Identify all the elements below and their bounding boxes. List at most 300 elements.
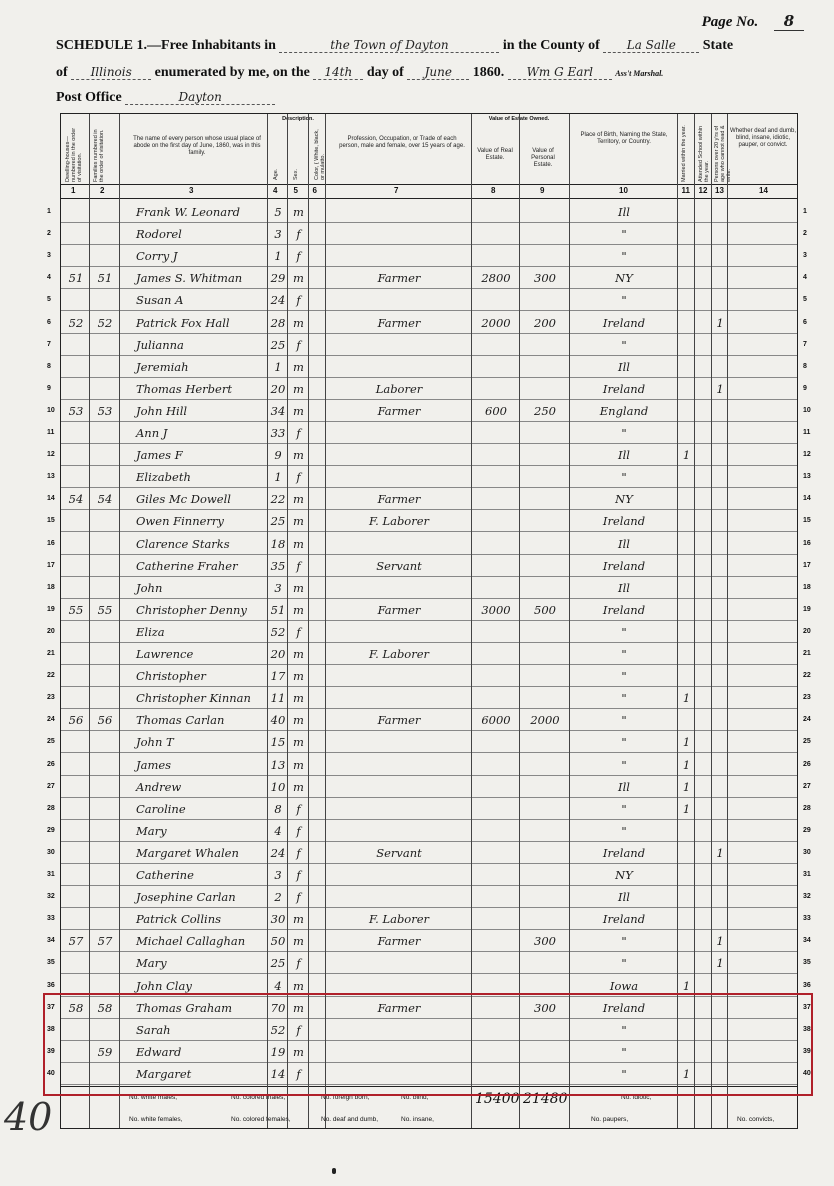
line-number-left: 1 (47, 208, 51, 215)
cell-m13: 1 (716, 845, 724, 860)
column-rule (694, 114, 695, 1128)
table-row (47, 312, 807, 334)
line-number-right: 40 (803, 1069, 811, 1077)
table-row (47, 533, 811, 555)
cell-name: Andrew (136, 779, 182, 794)
page-number-label: Page No. (701, 14, 759, 30)
cell-m11: 1 (682, 735, 691, 750)
cell-pe: 200 (534, 315, 556, 330)
cell-name: James S. Whitman (136, 271, 243, 286)
cell-age: 2 (274, 890, 282, 905)
cell-sex: m (293, 934, 304, 949)
header-dwelling: Dwelling-houses—numbered in the order of visitation. (65, 127, 83, 182)
post-office-field: Dayton (125, 90, 275, 105)
cell-name: John Clay (136, 978, 192, 993)
line-number-right: 2 (803, 230, 807, 238)
cell-occ: Servant (376, 558, 422, 573)
cell-sex: m (293, 978, 304, 993)
cell-m11: 1 (682, 801, 691, 816)
line-number-left: 4 (47, 274, 51, 282)
column-number: 12 (698, 186, 708, 195)
line-number-right: 9 (803, 384, 807, 392)
cell-birth: Ireland (602, 381, 646, 396)
column-rule (325, 114, 326, 1128)
cell-birth: " (621, 1022, 627, 1037)
table-row (47, 599, 811, 621)
cell-name: John (136, 580, 163, 595)
cell-name: Elizabeth (136, 470, 191, 485)
cell-name: James F (136, 448, 183, 463)
line-number-right: 3 (803, 252, 807, 260)
line-number-right: 12 (803, 451, 811, 459)
footer-colored-females: No. colored females, (231, 1116, 291, 1123)
cell-name: Ann J (136, 426, 168, 440)
cell-birth: England (599, 403, 649, 418)
header-occupation: Profession, Occupation, or Trade of each person, male and female, over 15 years of age. (339, 136, 465, 149)
table-row (47, 864, 811, 886)
table-row (47, 665, 811, 687)
town-field: the Town of Dayton (279, 38, 499, 53)
header-family: Families numbered in the order of visitation. (93, 129, 105, 182)
cell-sex: f (296, 337, 301, 352)
cell-birth: Ireland (602, 1000, 646, 1015)
footer-blind: No. blind, (401, 1094, 429, 1101)
cell-birth: NY (615, 492, 633, 507)
cell-birth: Ireland (602, 602, 646, 617)
line-number-left: 6 (47, 318, 51, 326)
cell-pe: 500 (534, 602, 556, 617)
cell-birth: " (621, 1066, 627, 1081)
line-number-right: 26 (803, 760, 811, 768)
line-number-left: 14 (47, 495, 55, 503)
cell-age: 34 (270, 403, 286, 418)
cell-birth: " (621, 757, 627, 772)
cell-birth: " (621, 735, 627, 750)
column-number-row (61, 185, 797, 199)
table-row (47, 643, 811, 665)
table-row (47, 776, 811, 798)
cell-d: 56 (68, 713, 84, 728)
cell-f: 52 (97, 315, 113, 330)
enumeration-line (56, 65, 804, 81)
census-table (47, 113, 811, 1129)
cell-birth: " (621, 801, 627, 816)
cell-sex: f (296, 1066, 301, 1081)
cell-name: Mary (136, 823, 167, 838)
line-number-right: 13 (803, 473, 811, 481)
cell-re: 3000 (481, 602, 511, 617)
cell-occ: Farmer (377, 271, 421, 286)
cell-f: 58 (97, 1000, 113, 1015)
cell-name: Christopher Denny (136, 602, 247, 617)
column-rule (727, 114, 728, 1128)
cell-name: Rodorel (136, 227, 182, 242)
cell-occ: Farmer (377, 492, 421, 507)
line-number-right: 27 (803, 782, 811, 790)
cell-sex: f (296, 845, 301, 860)
cell-sex: f (296, 890, 301, 905)
cell-age: 1 (274, 470, 282, 485)
cell-sex: m (293, 359, 304, 374)
line-number-right: 7 (803, 340, 807, 348)
cell-name: Margaret (136, 1066, 192, 1081)
cell-birth: Ireland (602, 558, 646, 573)
cell-age: 20 (270, 647, 286, 661)
footer-convicts: No. convicts, (737, 1116, 775, 1123)
cell-sex: m (293, 315, 304, 330)
footer-white-males: No. white males, (129, 1094, 178, 1101)
line-number-right: 18 (803, 583, 811, 591)
cell-age: 29 (270, 271, 286, 286)
cell-age: 50 (270, 934, 286, 949)
table-row (47, 223, 807, 245)
cell-age: 25 (270, 337, 286, 352)
line-number-right: 14 (803, 495, 811, 503)
cell-re: 600 (485, 403, 507, 418)
cell-name: Jeremiah (136, 359, 189, 374)
cell-age: 25 (270, 956, 286, 971)
cell-birth: Ill (618, 205, 630, 219)
cell-name: Patrick Fox Hall (136, 315, 230, 330)
header-name: The name of every person whose usual place of abode on the first day of June, 1860, was in this family. (133, 136, 261, 156)
cell-name: Christopher Kinnan (136, 691, 251, 706)
table-row (47, 289, 807, 311)
cell-age: 3 (274, 227, 282, 242)
cell-birth: Ireland (602, 315, 646, 330)
cell-name: Corry J (136, 249, 178, 264)
cell-birth: NY (615, 271, 633, 286)
cell-m11: 1 (682, 691, 691, 706)
cell-f: 53 (97, 403, 113, 418)
header-illiterate: Persons over 20 y'rs of age who cannot read & write. (714, 125, 732, 182)
line-number-left: 24 (47, 716, 55, 724)
column-number: 1 (71, 186, 76, 195)
footer-foreign-born: No. foreign born, (321, 1094, 370, 1101)
column-number: 3 (189, 186, 194, 195)
column-rule (308, 114, 309, 1128)
cell-d: 55 (68, 602, 84, 617)
line-number-left: 15 (47, 517, 55, 525)
table-row (47, 709, 811, 731)
cell-sex: m (293, 691, 304, 706)
column-number: 8 (491, 186, 496, 195)
cell-birth: " (621, 934, 627, 949)
cell-occ: Farmer (377, 713, 421, 728)
cell-age: 4 (274, 823, 282, 838)
cell-birth: " (621, 823, 627, 838)
cell-age: 20 (270, 381, 286, 396)
cell-sex: f (296, 558, 301, 573)
line-number-left: 9 (47, 384, 51, 392)
cell-name: Susan A (136, 293, 184, 308)
line-number-left: 10 (47, 406, 55, 414)
line-number-left: 33 (47, 915, 55, 923)
table-row (47, 466, 811, 488)
cell-name: Christopher (136, 669, 206, 684)
table-row (47, 908, 811, 930)
cell-age: 11 (270, 691, 286, 706)
schedule-title: SCHEDULE 1.—Free Inhabitants in (56, 38, 276, 53)
cell-m11: 1 (682, 779, 691, 794)
header-school: Attended School within the year. (698, 126, 710, 182)
cell-name: Margaret Whalen (136, 845, 239, 860)
cell-birth: " (621, 227, 627, 242)
highlight-box (43, 993, 813, 1096)
cell-age: 4 (274, 978, 282, 993)
line-number-right: 35 (803, 959, 811, 967)
cell-sex: m (293, 514, 304, 529)
cell-f: 57 (97, 934, 113, 949)
line-number-left: 2 (47, 230, 51, 238)
line-number-left: 12 (47, 451, 55, 459)
cell-sex: f (296, 249, 301, 264)
cell-sex: f (296, 227, 301, 242)
line-number-left: 23 (47, 694, 55, 702)
cell-age: 15 (270, 735, 286, 750)
line-number-left: 39 (47, 1047, 55, 1055)
column-rule (287, 114, 288, 1128)
table-row (47, 930, 811, 952)
cell-name: Josephine Carlan (136, 890, 236, 905)
line-number-right: 17 (803, 561, 811, 569)
cell-birth: " (621, 713, 627, 728)
page-number-value: 8 (774, 12, 804, 31)
line-number-left: 31 (47, 871, 55, 878)
cell-pe: 250 (534, 403, 556, 418)
line-number-right: 33 (803, 915, 811, 923)
cell-age: 33 (270, 426, 286, 440)
county-field: La Salle (603, 38, 699, 53)
cell-sex: f (296, 1022, 301, 1037)
line-number-right: 34 (803, 937, 811, 945)
cell-name: Thomas Herbert (136, 381, 232, 396)
line-number-left: 28 (47, 804, 55, 812)
cell-age: 24 (270, 293, 286, 308)
table-row (47, 510, 811, 532)
line-number-right: 37 (803, 1003, 811, 1011)
column-headers (61, 114, 797, 185)
month-field: June (407, 65, 469, 80)
cell-name: Giles Mc Dowell (136, 492, 231, 507)
cell-birth: Ill (618, 448, 630, 463)
cell-name: Thomas Graham (136, 1000, 233, 1015)
cell-age: 25 (270, 514, 286, 529)
cell-d: 54 (68, 492, 84, 507)
cell-m13: 1 (716, 956, 724, 971)
footer-deaf-dumb: No. deaf and dumb, (321, 1116, 379, 1123)
cell-name: Julianna (136, 337, 184, 352)
cell-name: John T (136, 735, 174, 750)
cell-d: 57 (68, 934, 84, 949)
line-number-left: 29 (47, 826, 55, 834)
cell-age: 70 (270, 1000, 286, 1015)
state-field: Illinois (71, 65, 151, 80)
line-number-right: 4 (803, 274, 807, 282)
table-row (47, 488, 811, 510)
cell-name: Thomas Carlan (136, 713, 225, 728)
cell-sex: f (296, 293, 301, 308)
table-row (47, 356, 807, 378)
real-estate-total: 15400 (475, 1091, 520, 1107)
cell-birth: Ill (618, 779, 630, 794)
year-label: 1860. (472, 65, 505, 80)
line-number-left: 37 (47, 1003, 55, 1011)
cell-f: 56 (97, 713, 113, 728)
page-number (702, 12, 804, 31)
column-number: 5 (293, 186, 298, 195)
line-number-right: 16 (803, 539, 811, 547)
cell-pe: 300 (534, 271, 556, 286)
cell-age: 40 (270, 713, 286, 728)
cell-name: John Hill (136, 403, 188, 418)
table-row (47, 952, 811, 974)
line-number-left: 20 (47, 627, 55, 635)
table-row (47, 267, 807, 289)
marshal-field: Wm G Earl (508, 65, 612, 80)
line-number-right: 21 (803, 650, 811, 657)
day-of-label: day of (366, 65, 404, 80)
cell-d: 52 (68, 315, 84, 330)
column-number: 6 (312, 186, 317, 195)
line-number-right: 31 (803, 871, 811, 878)
line-number-right: 19 (803, 605, 811, 613)
line-number-right: 8 (803, 362, 807, 370)
cell-birth: Ireland (602, 912, 646, 927)
line-number-left: 26 (47, 760, 55, 768)
cell-birth: Ireland (602, 514, 646, 529)
page-mark (332, 1168, 336, 1174)
header-condition: Whether deaf and dumb, blind, insane, idiotic, pauper, or convict. (729, 128, 797, 148)
line-number-left: 16 (47, 539, 55, 547)
header-birthplace: Place of Birth, Naming the State, Territory, or Country. (580, 132, 668, 145)
line-number-right: 30 (803, 848, 811, 856)
cell-age: 52 (270, 624, 286, 639)
cell-birth: " (621, 337, 627, 352)
cell-sex: m (293, 271, 304, 286)
cell-name: Catherine (136, 868, 194, 882)
line-number-left: 40 (47, 1069, 55, 1077)
table-row (47, 555, 811, 577)
column-number: 10 (619, 186, 628, 195)
cell-name: Sarah (136, 1022, 171, 1037)
table-row (47, 201, 807, 223)
cell-age: 17 (270, 669, 286, 684)
cell-occ: Farmer (377, 934, 421, 949)
line-number-left: 25 (47, 738, 55, 746)
cell-sex: m (293, 205, 304, 219)
table-row (47, 687, 811, 709)
cell-sex: m (293, 669, 304, 684)
table-row (47, 731, 811, 753)
cell-name: Michael Callaghan (136, 934, 246, 949)
post-office-label: Post Office (56, 90, 122, 105)
column-number: 4 (273, 186, 278, 195)
table-row (47, 842, 811, 864)
header-sex: Sex. (293, 168, 299, 180)
line-number-right: 10 (803, 406, 811, 414)
schedule-title-line (56, 38, 804, 54)
cell-age: 30 (270, 912, 286, 927)
cell-occ: F. Laborer (368, 514, 430, 529)
marshal-title: Ass't Marshal. (615, 69, 664, 78)
cell-sex: m (293, 779, 304, 794)
cell-sex: m (293, 602, 304, 617)
cell-age: 10 (270, 779, 286, 794)
header-real-estate: Value of Real Estate. (477, 148, 513, 161)
column-number: 7 (394, 186, 399, 195)
table-row (47, 754, 811, 776)
cell-age: 9 (274, 448, 282, 463)
cell-name: Frank W. Leonard (136, 205, 240, 219)
cell-occ: Farmer (377, 403, 421, 418)
cell-pe: 2000 (530, 713, 560, 728)
column-rule (569, 114, 570, 1128)
header-personal-estate: Value of Personal Estate. (531, 148, 555, 168)
column-rule (677, 114, 678, 1128)
header-color: Color, { White, black, or mulatto. (314, 129, 326, 180)
line-number-left: 11 (47, 429, 55, 436)
line-number-left: 38 (47, 1025, 55, 1033)
table-row (47, 820, 811, 842)
cell-d: 58 (68, 1000, 84, 1015)
line-number-left: 8 (47, 362, 51, 370)
line-number-right: 5 (803, 296, 807, 304)
footer-white-females: No. white females, (129, 1116, 183, 1123)
footer-colored-males: No. colored males, (231, 1094, 286, 1101)
cell-age: 1 (274, 249, 282, 264)
line-number-left: 30 (47, 848, 55, 856)
cell-age: 35 (270, 558, 286, 573)
cell-m13: 1 (716, 934, 724, 949)
line-number-right: 20 (803, 627, 811, 635)
cell-occ: Laborer (375, 381, 423, 396)
cell-pe: 300 (534, 1000, 556, 1015)
cell-sex: m (293, 580, 304, 595)
cell-age: 22 (270, 492, 286, 507)
cell-age: 1 (274, 359, 282, 374)
table-row (47, 245, 807, 267)
line-number-left: 35 (47, 959, 55, 967)
column-number: 14 (759, 186, 768, 195)
cell-re: 2000 (481, 315, 511, 330)
cell-age: 5 (274, 205, 282, 219)
day-field: 14th (313, 65, 363, 80)
cell-f: 51 (97, 271, 113, 286)
cell-birth: Ill (618, 580, 630, 595)
line-number-right: 32 (803, 893, 811, 901)
cell-sex: f (296, 956, 301, 971)
cell-sex: m (293, 647, 304, 661)
personal-estate-total: 21480 (523, 1091, 568, 1107)
enumerated-label: enumerated by me, on the (154, 65, 310, 80)
post-office-line (56, 90, 804, 106)
cell-sex: f (296, 868, 301, 882)
cell-age: 18 (270, 536, 286, 551)
cell-birth: Ill (618, 536, 630, 551)
header-description-group: Description. (282, 116, 314, 122)
cell-age: 14 (270, 1066, 286, 1081)
cell-name: James (136, 757, 172, 772)
cell-sex: m (293, 536, 304, 551)
cell-sex: f (296, 624, 301, 639)
cell-birth: " (621, 669, 627, 684)
column-rule (267, 114, 268, 1128)
cell-m11: 1 (682, 1066, 691, 1081)
cell-birth: " (621, 624, 627, 639)
cell-name: Catherine Fraher (136, 558, 238, 573)
cell-occ: F. Laborer (368, 647, 430, 661)
line-number-left: 36 (47, 981, 55, 989)
